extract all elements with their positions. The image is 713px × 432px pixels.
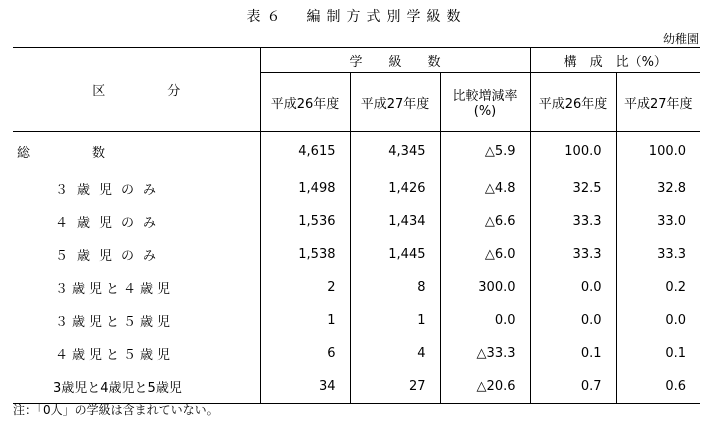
header-composition-group: 構 成 比（%） (530, 48, 700, 73)
class-count-table (13, 47, 700, 404)
cell-h26: 4,615 (260, 132, 350, 172)
row-label: ３歳児と５歳児 (55, 314, 175, 330)
cell-change: 300.0 (440, 271, 530, 304)
cell-ratio-h27: 33.3 (616, 238, 700, 271)
cell-ratio-h27: 33.0 (616, 205, 700, 238)
cell-h27: 1 (350, 304, 440, 337)
cell-h26: 1,538 (260, 238, 350, 271)
cell-h26: 2 (260, 271, 350, 304)
cell-ratio-h26: 33.3 (530, 205, 616, 238)
cell-ratio-h27: 0.6 (616, 370, 700, 404)
cell-h27: 4 (350, 337, 440, 370)
cell-h26: 1 (260, 304, 350, 337)
table-row (13, 132, 700, 172)
cell-h27: 1,426 (350, 172, 440, 205)
unit-label: 幼稚園 (662, 32, 699, 46)
cell-change: △4.8 (440, 172, 530, 205)
row-label: ４歳児と５歳児 (55, 347, 175, 363)
cell-h27: 27 (350, 370, 440, 404)
row-label: 3歳児と4歳児と5歳児 (13, 370, 260, 404)
header-h27: 平成27年度 (350, 73, 440, 132)
cell-h26: 1,498 (260, 172, 350, 205)
cell-ratio-h26: 0.0 (530, 271, 616, 304)
header-change-line1: 比較増減率 (452, 89, 518, 104)
cell-ratio-h27: 100.0 (616, 132, 700, 172)
table-row (13, 337, 700, 370)
header-change (440, 73, 530, 132)
cell-change: △6.6 (440, 205, 530, 238)
cell-h27: 8 (350, 271, 440, 304)
cell-change: △20.6 (440, 370, 530, 404)
row-label: ３歳児と４歳児 (55, 281, 175, 297)
cell-ratio-h26: 0.1 (530, 337, 616, 370)
cell-ratio-h26: 32.5 (530, 172, 616, 205)
cell-h26: 34 (260, 370, 350, 404)
header-h26: 平成26年度 (260, 73, 350, 132)
cell-ratio-h26: 0.7 (530, 370, 616, 404)
cell-ratio-h27: 0.1 (616, 337, 700, 370)
cell-change: △5.9 (440, 132, 530, 172)
header-classes-group: 学 級 数 (260, 48, 530, 73)
table-row (13, 370, 700, 404)
header-change-line2: (%) (473, 104, 497, 119)
cell-h27: 1,445 (350, 238, 440, 271)
cell-h27: 4,345 (350, 132, 440, 172)
table-row (13, 304, 700, 337)
table-row (13, 238, 700, 271)
row-label-total: 総 数 (17, 146, 106, 162)
footnote: 注：「0人」の学級は含まれていない。 (13, 403, 219, 417)
row-label: ３歳児のみ (55, 182, 166, 198)
cell-ratio-h26: 0.0 (530, 304, 616, 337)
cell-ratio-h27: 32.8 (616, 172, 700, 205)
cell-h27: 1,434 (350, 205, 440, 238)
cell-change: 0.0 (440, 304, 530, 337)
cell-h26: 1,536 (260, 205, 350, 238)
row-label: ４歳児のみ (55, 215, 166, 231)
cell-change: △33.3 (440, 337, 530, 370)
header-category: 区 分 (13, 48, 260, 132)
cell-ratio-h27: 0.2 (616, 271, 700, 304)
header-ratio-h26: 平成26年度 (530, 73, 616, 132)
row-label: ５歳児のみ (55, 248, 166, 264)
table-row (13, 172, 700, 205)
table-title: 表６ 編制方式別学級数 (246, 9, 467, 25)
cell-ratio-h26: 33.3 (530, 238, 616, 271)
header-ratio-h27: 平成27年度 (616, 73, 700, 132)
cell-h26: 6 (260, 337, 350, 370)
cell-ratio-h27: 0.0 (616, 304, 700, 337)
cell-ratio-h26: 100.0 (530, 132, 616, 172)
cell-change: △6.0 (440, 238, 530, 271)
table-row (13, 205, 700, 238)
table-row (13, 271, 700, 304)
